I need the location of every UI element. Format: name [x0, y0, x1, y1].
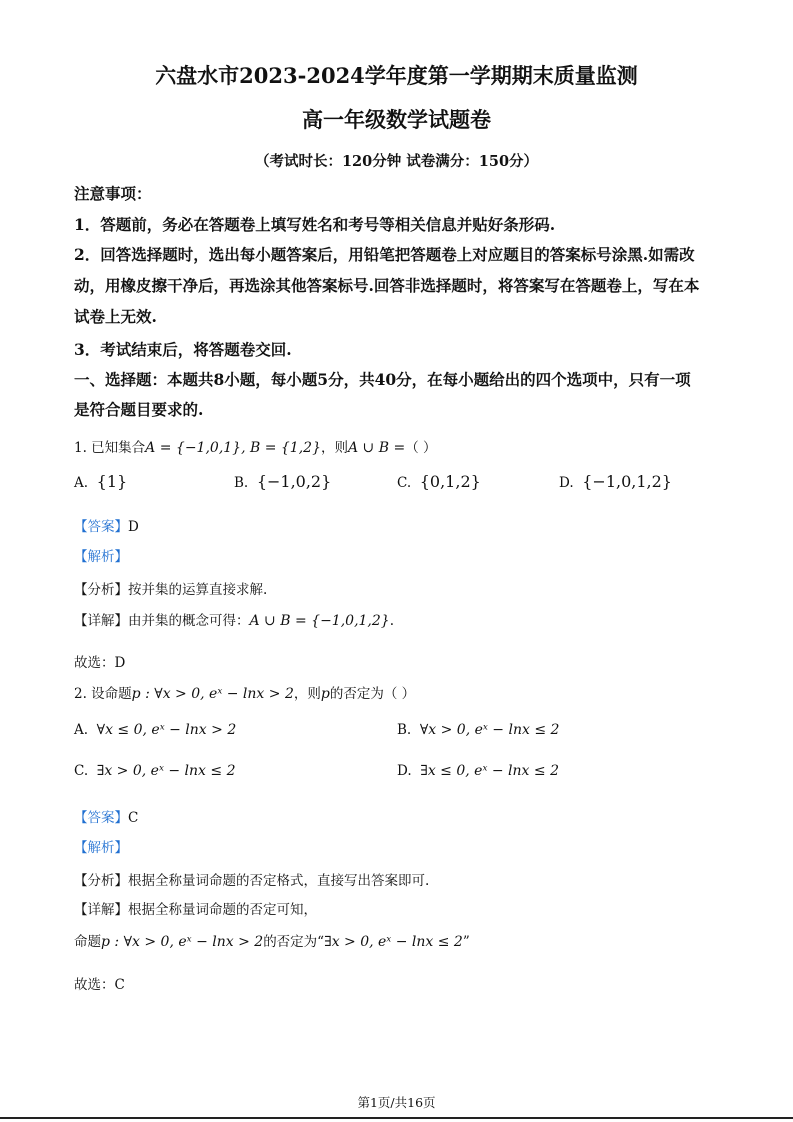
notice-heading: 注意事项：	[74, 184, 152, 203]
question-1-suffix: （ ）	[405, 440, 437, 456]
fenxi-tag: 【分析】	[74, 873, 128, 889]
notice-item-1: 1．答题前，务必在答题卷上填写姓名和考号等相关信息并贴好条形码.	[74, 215, 556, 234]
fenxi-text: 根据全称量词命题的否定格式，直接写出答案即可.	[128, 873, 430, 889]
answer-value: C	[128, 810, 139, 826]
question-1-stem	[74, 436, 437, 456]
question-1-detail	[74, 609, 394, 629]
option-label: A.	[74, 475, 89, 491]
question-2-conclusion: 故选：C	[74, 977, 125, 993]
question-2-option-d	[397, 763, 559, 779]
negation-math-2: ∃x > 0, eˣ − lnx ≤ 2	[324, 934, 463, 950]
analysis-tag: 【解析】	[74, 549, 128, 565]
detail-text: 根据全称量词命题的否定可知，	[128, 902, 317, 918]
option-value: ∀x ≤ 0, eˣ − lnx > 2	[96, 722, 237, 738]
option-value: {1}	[96, 472, 128, 491]
option-value: {−1,0,1,2}	[582, 472, 672, 491]
fenxi-tag: 【分析】	[74, 582, 128, 598]
question-1-math-2: A ∪ B =	[347, 440, 406, 456]
detail-tag: 【详解】	[74, 902, 128, 918]
section-1-line-1: 一、选择题：本题共8小题，每小题5分，共40分，在每小题给出的四个选项中，只有一项	[74, 370, 691, 389]
question-2-suffix: 的否定为（ ）	[329, 686, 416, 702]
option-label: B.	[234, 475, 249, 491]
notice-item-3: 3．考试结束后，将答题卷交回.	[74, 340, 292, 359]
negation-mid: 的否定为“	[263, 934, 325, 950]
negation-math: p : ∀x > 0, eˣ − lnx > 2	[101, 934, 264, 950]
question-2-detail	[74, 898, 317, 918]
detail-tag: 【详解】	[74, 613, 128, 629]
option-value: {−1,0,2}	[256, 472, 332, 491]
option-label: C.	[74, 763, 89, 779]
question-1-conclusion: 故选：D	[74, 655, 126, 671]
question-2-stem	[74, 682, 415, 702]
option-value: ∃x ≤ 0, eˣ − lnx ≤ 2	[420, 763, 559, 779]
answer-tag: 【答案】	[74, 519, 128, 535]
option-label: C.	[397, 475, 412, 491]
exam-title: 六盘水市2023-2024学年度第一学期期末质量监测	[155, 63, 638, 88]
page-number: 第1页/共16页	[357, 1095, 436, 1110]
question-1-mid: ，则	[320, 440, 348, 456]
negation-prefix: 命题	[74, 934, 101, 950]
question-2-fenxi	[74, 869, 429, 889]
exam-subtitle: 高一年级数学试题卷	[302, 107, 491, 132]
question-1-answer	[74, 515, 139, 535]
question-1-prefix: 1. 已知集合	[74, 440, 146, 456]
question-1-math: A = {−1,0,1}, B = {1,2}	[145, 440, 321, 456]
section-1-line-2: 是符合题目要求的.	[74, 400, 204, 419]
question-1-analysis-tag	[74, 545, 128, 565]
footer-rule	[0, 1117, 793, 1119]
question-2-answer	[74, 806, 138, 826]
notice-item-2-line-2: 动，用橡皮擦干净后，再选涂其他答案标号.回答非选择题时，将答案写在答题卷上，写在本	[74, 276, 700, 295]
detail-math: A ∪ B = {−1,0,1,2}	[249, 613, 390, 629]
option-label: B.	[397, 722, 412, 738]
option-label: D.	[559, 475, 574, 491]
negation-suffix: ”	[462, 934, 470, 950]
question-2-option-c	[74, 763, 235, 779]
analysis-tag: 【解析】	[74, 840, 128, 856]
question-1-option-d	[559, 472, 672, 491]
detail-prefix: 由并集的概念可得：	[128, 613, 250, 629]
question-1-option-a	[74, 472, 127, 491]
question-2-negation-line	[74, 930, 470, 950]
detail-suffix: .	[389, 613, 394, 629]
question-1-option-c	[397, 472, 481, 491]
option-label: D.	[397, 763, 412, 779]
exam-info: （考试时长：120分钟 试卷满分：150分）	[254, 153, 539, 170]
answer-value: D	[128, 519, 139, 535]
answer-tag: 【答案】	[74, 810, 128, 826]
question-1-fenxi	[74, 578, 267, 598]
question-2-math: p : ∀x > 0, eˣ − lnx > 2	[131, 686, 294, 702]
question-2-math-2: p	[320, 686, 330, 702]
option-value: ∃x > 0, eˣ − lnx ≤ 2	[96, 763, 236, 779]
notice-item-2-line-3: 试卷上无效.	[74, 307, 157, 326]
question-2-analysis-tag	[74, 836, 128, 856]
question-1-option-b	[234, 472, 331, 491]
option-label: A.	[74, 722, 89, 738]
question-2-mid: ，则	[293, 686, 321, 702]
question-2-prefix: 2. 设命题	[74, 686, 132, 702]
question-2-option-b	[397, 722, 559, 738]
notice-item-2-line-1: 2．回答选择题时，选出每小题答案后，用铅笔把答题卷上对应题目的答案标号涂黑.如需改	[74, 245, 695, 264]
option-value: ∀x > 0, eˣ − lnx ≤ 2	[419, 722, 560, 738]
option-value: {0,1,2}	[419, 472, 481, 491]
fenxi-text: 按并集的运算直接求解.	[128, 582, 268, 598]
question-2-option-a	[74, 722, 236, 738]
